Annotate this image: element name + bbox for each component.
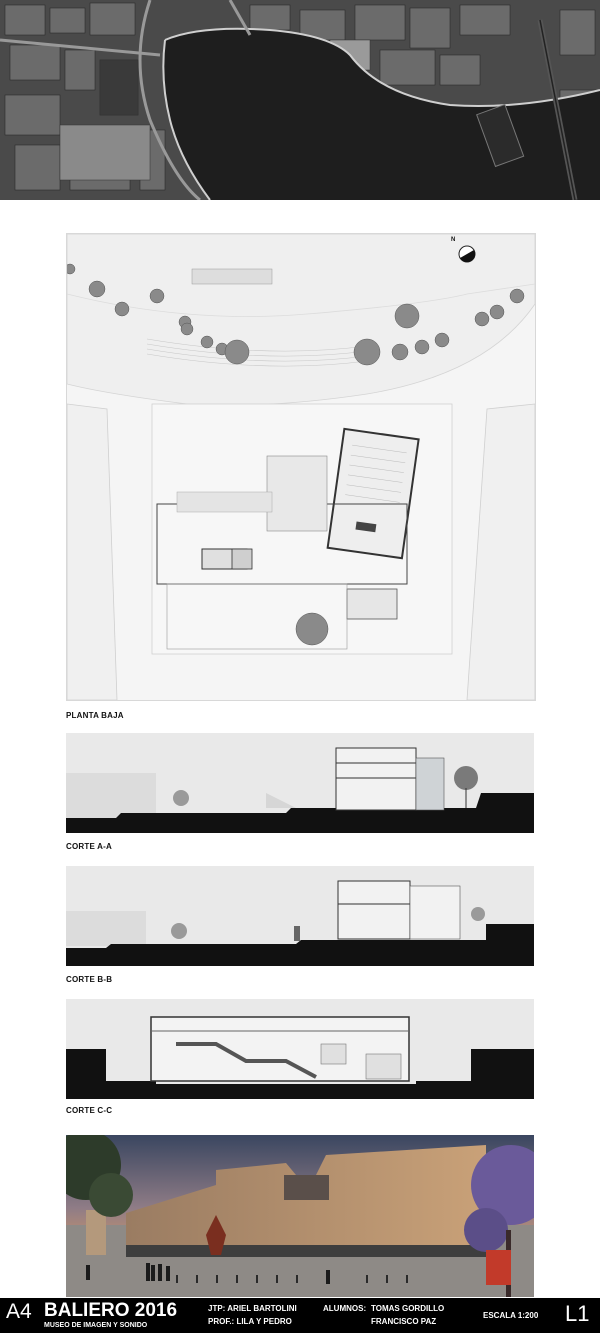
section-c-c	[66, 999, 534, 1099]
title-block	[0, 1298, 600, 1333]
section-a-a-drawing	[66, 733, 534, 833]
section-c-c-title: CORTE C-C	[66, 1106, 113, 1115]
alumno-2: FRANCISCO PAZ	[371, 1317, 437, 1326]
scale: ESCALA 1:200	[483, 1311, 539, 1320]
section-a-a-title: CORTE A-A	[66, 842, 112, 851]
alumnos-label: ALUMNOS:	[323, 1304, 367, 1313]
ground-floor-plan	[66, 233, 536, 701]
plan-title: PLANTA BAJA	[66, 711, 124, 720]
sheet-number: L1	[565, 1301, 590, 1326]
north-label: N	[451, 237, 456, 243]
plan-drawing	[67, 234, 535, 700]
section-a-a	[66, 733, 534, 833]
section-c-c-drawing	[66, 999, 534, 1099]
project-subtitle: MUSEO DE IMAGEN Y SONIDO	[44, 1322, 148, 1329]
aerial-photo	[0, 0, 600, 200]
sheet-format: A4	[6, 1300, 32, 1323]
section-b-b-title: CORTE B-B	[66, 975, 113, 984]
render-drawing	[66, 1135, 534, 1297]
alumno-1: TOMAS GORDILLO	[371, 1304, 445, 1313]
aerial-photo-drawing	[0, 0, 600, 200]
jtp-credit: JTP: ARIEL BARTOLINI	[208, 1304, 297, 1313]
section-b-b-drawing	[66, 866, 534, 966]
prof-credit: PROF.: LILA Y PEDRO	[208, 1317, 292, 1326]
project-title: BALIERO 2016	[44, 1300, 178, 1321]
section-b-b	[66, 866, 534, 966]
exterior-render	[66, 1135, 534, 1297]
